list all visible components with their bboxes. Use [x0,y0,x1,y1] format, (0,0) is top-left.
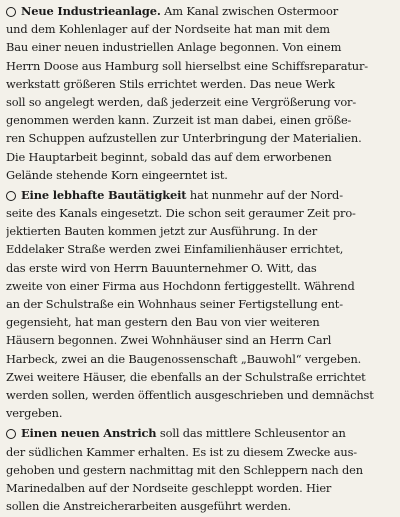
article-line: ren Schuppen aufzustellen zur Unterbringung der Materialien. [6,131,362,146]
article-line: Harbeck, zwei an die Baugenossenschaft „Bauwohl“ vergeben. [6,351,362,366]
article-line: an der Schulstraße ein Wohnhaus seiner Fertigstellung ent- [6,297,343,311]
article-line: seite des Kanals eingesetzt. Die schon seit geraumer Zeit pro- [6,206,356,221]
article-new-paint [6,424,394,515]
newspaper-column [6,2,394,517]
article-line: werden sollen, werden öffentlich ausgeschrieben und demnächst [6,387,374,402]
article-construction-activity [6,186,394,422]
article-line: zweite von einer Firma aus Hochdonn fertiggestellt. Während [6,278,355,293]
article-heading: Neue Industrieanlage. [21,4,161,18]
article-line: das erste wird von Herrn Bauunternehmer O. Witt, das [6,260,317,275]
article-line: Bau einer neuen industriellen Anlage begonnen. Von einem [6,40,342,55]
article-line: Herrn Doose aus Hamburg soll hierselbst eine Schiffsreparatur- [6,58,368,73]
article-first-line [6,424,394,442]
article-text: Am Kanal zwischen Ostermoor [164,4,338,18]
bullet-circle-icon [6,7,16,17]
article-line: und dem Kohlenlager auf der Nordseite hat man mit dem [6,22,330,37]
article-line: werkstatt größeren Stils errichtet werden. Das neue Werk [6,76,335,91]
article-text: hat nunmehr auf der Nord- [189,187,343,202]
article-line: Die Hauptarbeit beginnt, sobald das auf dem erworbenen [6,149,332,164]
article-text: soll das mittlere Schleusentor an [159,426,346,441]
bullet-circle-icon [6,191,16,201]
article-line: sollen die Anstreicherarbeiten ausgeführt werden. [6,499,291,514]
article-line: soll so angelegt werden, daß jederzeit eine Vergrößerung vor- [6,94,357,109]
article-heading: Eine lebhafte Bautätigkeit [21,187,187,202]
article-industrial-plant [6,2,394,184]
article-line: genommen werden kann. Zurzeit ist man dabei, einen größe- [6,113,352,128]
article-heading: Einen neuen Anstrich [21,426,157,441]
article-line: Häusern begonnen. Zwei Wohnhäuser sind an Herrn Carl [6,333,332,348]
article-line: der südlichen Kammer erhalten. Es ist zu diesem Zwecke aus- [6,444,357,459]
article-line: Eddelaker Straße werden zwei Einfamilienhäuser errichtet, [6,242,344,257]
article-line: Zwei weitere Häuser, die ebenfalls an der Schulstraße errichtet [6,369,366,384]
article-line: gehoben und gestern nachmittag mit den Schleppern nach den [6,462,363,477]
article-line: vergeben. [6,406,63,421]
article-line: Marinedalben auf der Nordseite geschleppt worden. Hier [6,480,332,495]
article-line: jektierten Bauten kommen jetzt zur Ausführung. In der [6,224,318,239]
article-first-line [6,186,394,204]
article-first-line [6,2,394,20]
article-line: gegensieht, hat man gestern den Bau von vier weiteren [6,315,320,330]
bullet-circle-icon [6,429,16,439]
article-line: Gelände stehende Korn eingeerntet ist. [6,167,228,182]
